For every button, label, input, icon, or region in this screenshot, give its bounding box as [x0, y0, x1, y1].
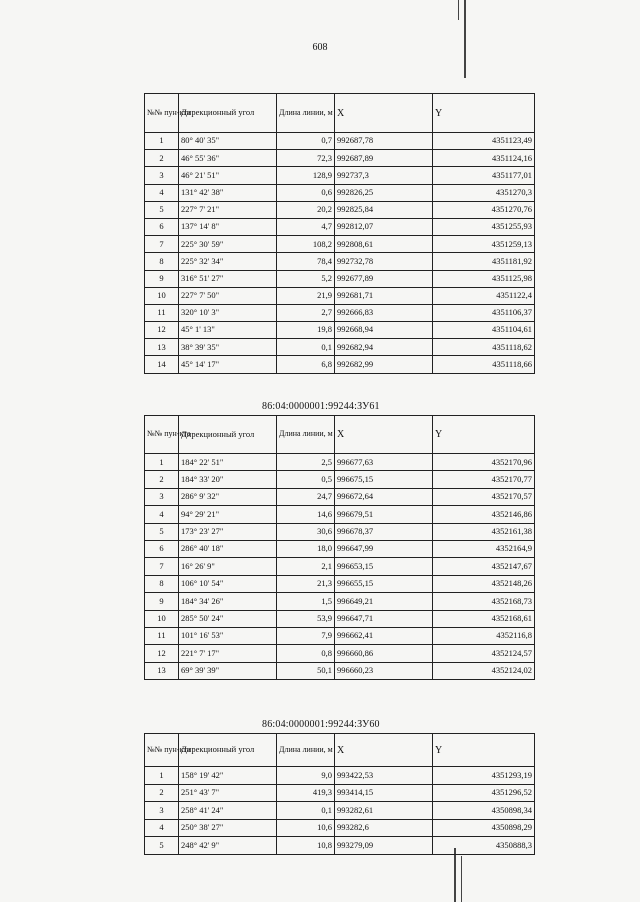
header-bearing: Дирекционный угол [179, 94, 277, 133]
x-coordinate-cell: 996675,15 [335, 471, 433, 488]
table-row [145, 645, 535, 662]
header-y: Y [433, 94, 535, 133]
table-row [145, 218, 535, 235]
table-caption-2: 86:04:0000001:99244:ЗУ61 [262, 401, 380, 412]
table-row [145, 356, 535, 373]
header-point-number: №№ пун-кта [145, 94, 179, 133]
table-row [145, 540, 535, 557]
table-row [145, 270, 535, 287]
bearing-cell: 221° 7' 17" [179, 645, 277, 662]
x-coordinate-cell: 992687,89 [335, 150, 433, 167]
x-coordinate-cell: 993422,53 [335, 767, 433, 785]
table-row [145, 506, 535, 523]
x-coordinate-cell: 996647,71 [335, 610, 433, 627]
x-coordinate-cell: 992668,94 [335, 322, 433, 339]
point-number-cell: 11 [145, 304, 179, 321]
line-length-cell: 5,2 [277, 270, 335, 287]
line-length-cell: 0,7 [277, 133, 335, 150]
table-row [145, 627, 535, 644]
coordinates-table-3 [144, 733, 535, 855]
table-row [145, 767, 535, 785]
point-number-cell: 3 [145, 167, 179, 184]
point-number-cell: 7 [145, 558, 179, 575]
bearing-cell: 106° 10' 54" [179, 575, 277, 592]
y-coordinate-cell: 4352170,96 [433, 454, 535, 471]
bearing-cell: 45° 14' 17" [179, 356, 277, 373]
point-number-cell: 1 [145, 454, 179, 471]
line-length-cell: 10,8 [277, 837, 335, 855]
point-number-cell: 4 [145, 506, 179, 523]
table-row [145, 150, 535, 167]
table-row [145, 662, 535, 679]
x-coordinate-cell: 996647,99 [335, 540, 433, 557]
table-row [145, 287, 535, 304]
y-coordinate-cell: 4350898,34 [433, 802, 535, 820]
x-coordinate-cell: 992687,78 [335, 133, 433, 150]
x-coordinate-cell: 992812,07 [335, 218, 433, 235]
table-row [145, 593, 535, 610]
x-coordinate-cell: 992682,94 [335, 339, 433, 356]
bearing-cell: 225° 30' 59" [179, 236, 277, 253]
bearing-cell: 227° 7' 50" [179, 287, 277, 304]
bearing-cell: 285° 50' 24" [179, 610, 277, 627]
bearing-cell: 131° 42' 38" [179, 184, 277, 201]
table-row [145, 802, 535, 820]
line-length-cell: 2,7 [277, 304, 335, 321]
line-length-cell: 0,5 [277, 471, 335, 488]
bearing-cell: 184° 34' 26" [179, 593, 277, 610]
x-coordinate-cell: 992808,61 [335, 236, 433, 253]
x-coordinate-cell: 992826,25 [335, 184, 433, 201]
y-coordinate-cell: 4352164,9 [433, 540, 535, 557]
table-row [145, 167, 535, 184]
x-coordinate-cell: 996655,15 [335, 575, 433, 592]
table-row [145, 253, 535, 270]
point-number-cell: 7 [145, 236, 179, 253]
table-row [145, 236, 535, 253]
table-row [145, 837, 535, 855]
line-length-cell: 14,6 [277, 506, 335, 523]
y-coordinate-cell: 4352161,38 [433, 523, 535, 540]
point-number-cell: 6 [145, 218, 179, 235]
point-number-cell: 2 [145, 784, 179, 802]
header-line-length: Длина линии, м [277, 416, 335, 454]
bearing-cell: 80° 40' 35" [179, 133, 277, 150]
line-length-cell: 2,5 [277, 454, 335, 471]
point-number-cell: 8 [145, 253, 179, 270]
header-bearing: Дирекционный угол [179, 734, 277, 767]
y-coordinate-cell: 4351181,92 [433, 253, 535, 270]
x-coordinate-cell: 992825,84 [335, 201, 433, 218]
bearing-cell: 137° 14' 8" [179, 218, 277, 235]
y-coordinate-cell: 4352124,02 [433, 662, 535, 679]
y-coordinate-cell: 4351270,3 [433, 184, 535, 201]
table-row [145, 304, 535, 321]
table-row [145, 133, 535, 150]
header-y: Y [433, 416, 535, 454]
line-length-cell: 4,7 [277, 218, 335, 235]
x-coordinate-cell: 996649,21 [335, 593, 433, 610]
y-coordinate-cell: 4350898,29 [433, 819, 535, 837]
line-length-cell: 0,6 [277, 184, 335, 201]
point-number-cell: 9 [145, 270, 179, 287]
y-coordinate-cell: 4352168,73 [433, 593, 535, 610]
page-number: 608 [312, 42, 328, 53]
bearing-cell: 46° 21' 51" [179, 167, 277, 184]
y-coordinate-cell: 4351104,61 [433, 322, 535, 339]
bearing-cell: 320° 10' 3" [179, 304, 277, 321]
line-length-cell: 19,8 [277, 322, 335, 339]
table-row [145, 784, 535, 802]
point-number-cell: 3 [145, 488, 179, 505]
line-length-cell: 78,4 [277, 253, 335, 270]
line-length-cell: 24,7 [277, 488, 335, 505]
x-coordinate-cell: 996672,64 [335, 488, 433, 505]
bearing-cell: 316° 51' 27" [179, 270, 277, 287]
y-coordinate-cell: 4352146,86 [433, 506, 535, 523]
bearing-cell: 45° 1' 13" [179, 322, 277, 339]
y-coordinate-cell: 4351118,62 [433, 339, 535, 356]
scan-artifact-line [464, 0, 466, 78]
bearing-cell: 227° 7' 21" [179, 201, 277, 218]
table-row [145, 523, 535, 540]
point-number-cell: 8 [145, 575, 179, 592]
table-row [145, 471, 535, 488]
bearing-cell: 38° 39' 35" [179, 339, 277, 356]
x-coordinate-cell: 992677,89 [335, 270, 433, 287]
x-coordinate-cell: 992681,71 [335, 287, 433, 304]
bearing-cell: 16° 26' 9" [179, 558, 277, 575]
table-row [145, 610, 535, 627]
point-number-cell: 11 [145, 627, 179, 644]
x-coordinate-cell: 992682,99 [335, 356, 433, 373]
y-coordinate-cell: 4351296,52 [433, 784, 535, 802]
bearing-cell: 258° 41' 24" [179, 802, 277, 820]
bearing-cell: 101° 16' 53" [179, 627, 277, 644]
table-row [145, 819, 535, 837]
line-length-cell: 21,3 [277, 575, 335, 592]
point-number-cell: 2 [145, 150, 179, 167]
header-y: Y [433, 734, 535, 767]
point-number-cell: 13 [145, 662, 179, 679]
header-bearing: Дирекционный угол [179, 416, 277, 454]
line-length-cell: 21,9 [277, 287, 335, 304]
line-length-cell: 0,1 [277, 339, 335, 356]
line-length-cell: 72,3 [277, 150, 335, 167]
table-row [145, 575, 535, 592]
table-row [145, 184, 535, 201]
header-line-length: Длина линии, м [277, 734, 335, 767]
coordinates-table-1 [144, 93, 535, 374]
bearing-cell: 184° 22' 51" [179, 454, 277, 471]
bearing-cell: 286° 9' 32" [179, 488, 277, 505]
table-row [145, 488, 535, 505]
x-coordinate-cell: 996660,86 [335, 645, 433, 662]
point-number-cell: 5 [145, 837, 179, 855]
table-header-row [145, 416, 535, 454]
line-length-cell: 419,3 [277, 784, 335, 802]
line-length-cell: 10,6 [277, 819, 335, 837]
y-coordinate-cell: 4351124,16 [433, 150, 535, 167]
y-coordinate-cell: 4351255,93 [433, 218, 535, 235]
point-number-cell: 13 [145, 339, 179, 356]
y-coordinate-cell: 4352168,61 [433, 610, 535, 627]
x-coordinate-cell: 993414,15 [335, 784, 433, 802]
x-coordinate-cell: 993279,09 [335, 837, 433, 855]
line-length-cell: 0,8 [277, 645, 335, 662]
y-coordinate-cell: 4351259,13 [433, 236, 535, 253]
point-number-cell: 6 [145, 540, 179, 557]
point-number-cell: 12 [145, 645, 179, 662]
scan-artifact-line [454, 848, 456, 902]
y-coordinate-cell: 4351177,01 [433, 167, 535, 184]
line-length-cell: 30,6 [277, 523, 335, 540]
y-coordinate-cell: 4350888,3 [433, 837, 535, 855]
y-coordinate-cell: 4352170,57 [433, 488, 535, 505]
y-coordinate-cell: 4352124,57 [433, 645, 535, 662]
bearing-cell: 173° 23' 27" [179, 523, 277, 540]
x-coordinate-cell: 992666,83 [335, 304, 433, 321]
point-number-cell: 3 [145, 802, 179, 820]
line-length-cell: 9,0 [277, 767, 335, 785]
line-length-cell: 50,1 [277, 662, 335, 679]
bearing-cell: 46° 55' 36" [179, 150, 277, 167]
x-coordinate-cell: 996653,15 [335, 558, 433, 575]
header-x: X [335, 94, 433, 133]
line-length-cell: 128,9 [277, 167, 335, 184]
line-length-cell: 6,8 [277, 356, 335, 373]
table-row [145, 558, 535, 575]
x-coordinate-cell: 996678,37 [335, 523, 433, 540]
line-length-cell: 53,9 [277, 610, 335, 627]
bearing-cell: 250° 38' 27" [179, 819, 277, 837]
x-coordinate-cell: 992737,3 [335, 167, 433, 184]
bearing-cell: 286° 40' 18" [179, 540, 277, 557]
x-coordinate-cell: 993282,61 [335, 802, 433, 820]
point-number-cell: 10 [145, 610, 179, 627]
x-coordinate-cell: 992732,78 [335, 253, 433, 270]
y-coordinate-cell: 4351123,49 [433, 133, 535, 150]
header-x: X [335, 416, 433, 454]
x-coordinate-cell: 996679,51 [335, 506, 433, 523]
x-coordinate-cell: 993282,6 [335, 819, 433, 837]
bearing-cell: 248° 42' 9" [179, 837, 277, 855]
bearing-cell: 158° 19' 42" [179, 767, 277, 785]
header-point-number: №№ пун-кта [145, 734, 179, 767]
x-coordinate-cell: 996660,23 [335, 662, 433, 679]
x-coordinate-cell: 996677,63 [335, 454, 433, 471]
header-point-number: №№ пун-кта [145, 416, 179, 454]
line-length-cell: 7,9 [277, 627, 335, 644]
y-coordinate-cell: 4352116,8 [433, 627, 535, 644]
bearing-cell: 184° 33' 20" [179, 471, 277, 488]
table-row [145, 322, 535, 339]
bearing-cell: 225° 32' 34" [179, 253, 277, 270]
y-coordinate-cell: 4352147,67 [433, 558, 535, 575]
table-header-row [145, 734, 535, 767]
y-coordinate-cell: 4352170,77 [433, 471, 535, 488]
x-coordinate-cell: 996662,41 [335, 627, 433, 644]
line-length-cell: 1,5 [277, 593, 335, 610]
point-number-cell: 12 [145, 322, 179, 339]
line-length-cell: 108,2 [277, 236, 335, 253]
point-number-cell: 4 [145, 819, 179, 837]
y-coordinate-cell: 4351118,66 [433, 356, 535, 373]
scan-artifact-line [458, 0, 459, 20]
line-length-cell: 2,1 [277, 558, 335, 575]
point-number-cell: 5 [145, 523, 179, 540]
point-number-cell: 2 [145, 471, 179, 488]
point-number-cell: 14 [145, 356, 179, 373]
y-coordinate-cell: 4351122,4 [433, 287, 535, 304]
y-coordinate-cell: 4351293,19 [433, 767, 535, 785]
bearing-cell: 251° 43' 7" [179, 784, 277, 802]
point-number-cell: 10 [145, 287, 179, 304]
point-number-cell: 1 [145, 133, 179, 150]
table-caption-3: 86:04:0000001:99244:ЗУ60 [262, 719, 380, 730]
scan-artifact-line [461, 856, 462, 902]
table-row [145, 339, 535, 356]
y-coordinate-cell: 4351106,37 [433, 304, 535, 321]
point-number-cell: 4 [145, 184, 179, 201]
header-line-length: Длина линии, м [277, 94, 335, 133]
bearing-cell: 94° 29' 21" [179, 506, 277, 523]
coordinates-table-2 [144, 415, 535, 680]
header-x: X [335, 734, 433, 767]
bearing-cell: 69° 39' 39" [179, 662, 277, 679]
line-length-cell: 18,0 [277, 540, 335, 557]
line-length-cell: 0,1 [277, 802, 335, 820]
y-coordinate-cell: 4351125,98 [433, 270, 535, 287]
point-number-cell: 1 [145, 767, 179, 785]
table-header-row [145, 94, 535, 133]
table-row [145, 454, 535, 471]
y-coordinate-cell: 4352148,26 [433, 575, 535, 592]
table-row [145, 201, 535, 218]
line-length-cell: 20,2 [277, 201, 335, 218]
y-coordinate-cell: 4351270,76 [433, 201, 535, 218]
point-number-cell: 9 [145, 593, 179, 610]
point-number-cell: 5 [145, 201, 179, 218]
